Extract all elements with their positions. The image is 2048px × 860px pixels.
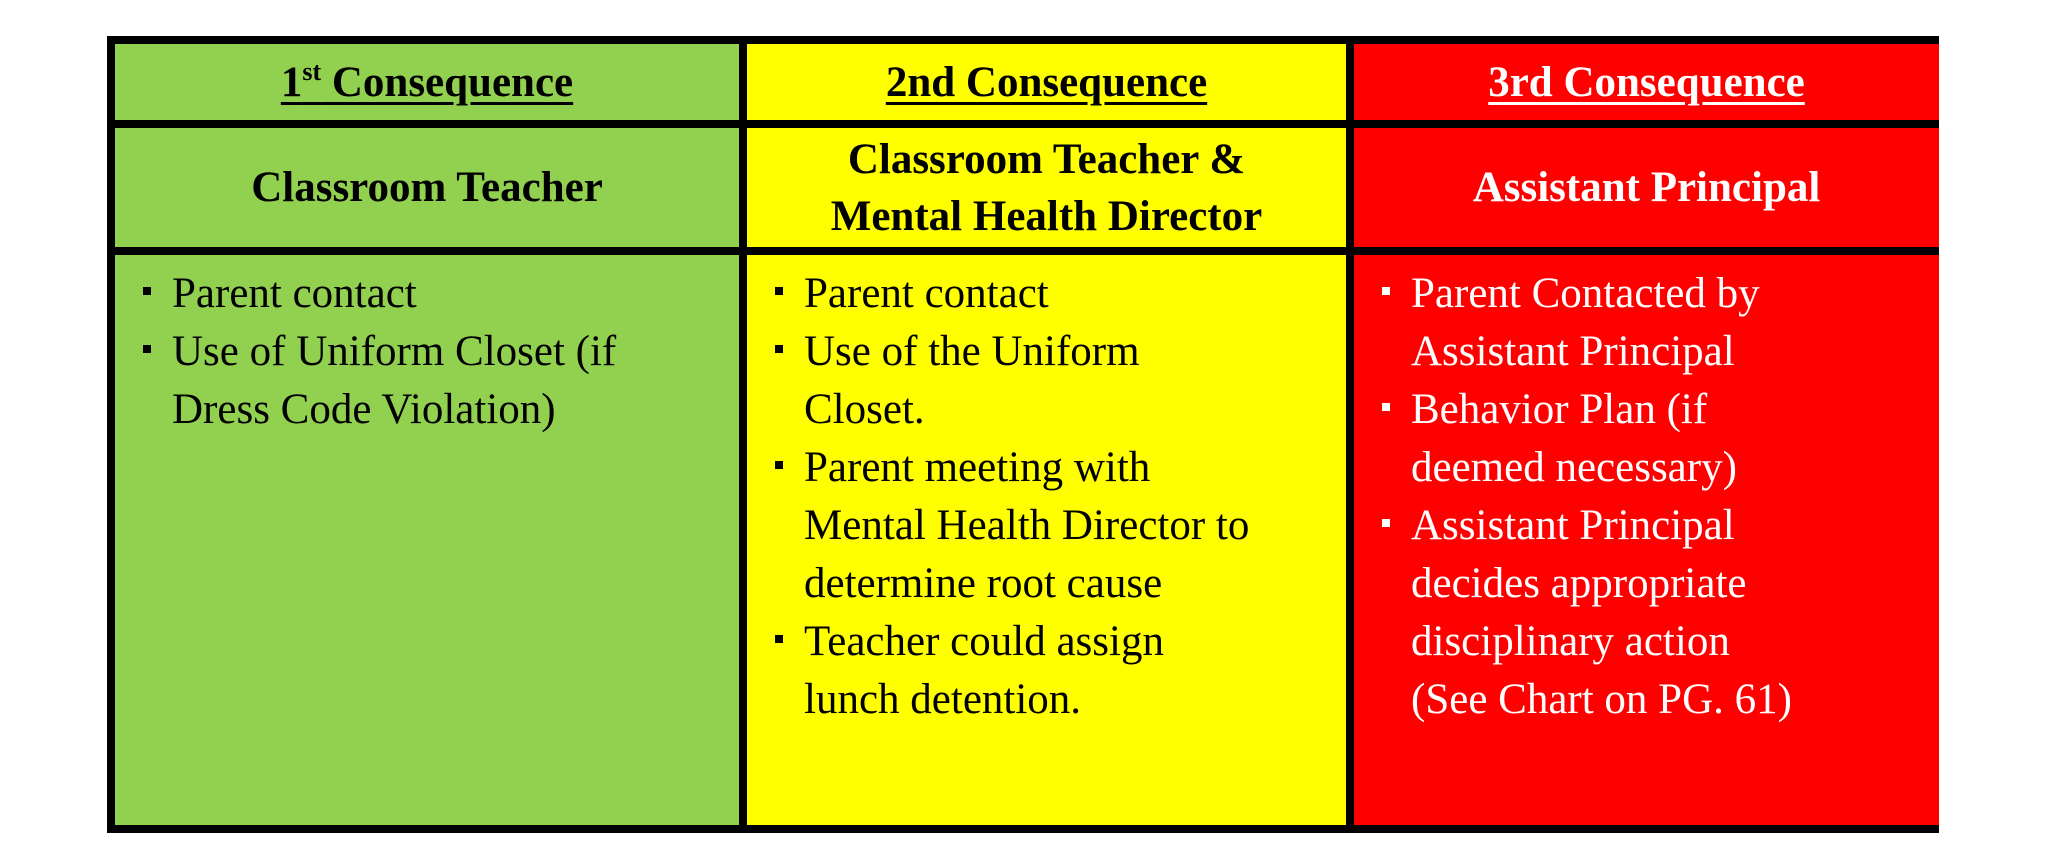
ordinal-superscript: st bbox=[302, 56, 322, 86]
consequence-table bbox=[107, 36, 1939, 833]
square-bullet-icon bbox=[143, 345, 151, 353]
square-bullet-icon bbox=[775, 461, 783, 469]
square-bullet-icon bbox=[1382, 287, 1390, 295]
list-item: Use of Uniform Closet (if Dress Code Violation) bbox=[143, 323, 731, 439]
header-cell-third bbox=[1354, 44, 1939, 120]
role-cell-second bbox=[747, 128, 1346, 247]
role-assistant-principal: Assistant Principal bbox=[1472, 164, 1821, 211]
square-bullet-icon bbox=[1382, 403, 1390, 411]
role-cell-third bbox=[1354, 128, 1939, 247]
role-cell-first bbox=[115, 128, 739, 247]
role-classroom-teacher: Classroom Teacher bbox=[251, 164, 603, 211]
actions-list-first bbox=[143, 265, 731, 439]
list-item: Parent Contacted by Assistant Principal bbox=[1382, 265, 1931, 381]
header-cell-first bbox=[115, 44, 739, 120]
header-cell-second bbox=[747, 44, 1346, 120]
header-third-consequence: 3rd Consequence bbox=[1488, 58, 1805, 106]
actions-cell-third bbox=[1354, 255, 1939, 825]
list-item: Parent meeting with Mental Health Director to determine root cause bbox=[775, 439, 1338, 613]
square-bullet-icon bbox=[143, 287, 151, 295]
header-second-consequence: 2nd Consequence bbox=[885, 58, 1208, 106]
list-item: Assistant Principal decides appropriate disciplinary action (See Chart on PG. 61) bbox=[1382, 497, 1931, 729]
list-item: Teacher could assign lunch detention. bbox=[775, 613, 1338, 729]
list-item: Parent contact bbox=[775, 265, 1338, 323]
list-item: Behavior Plan (if deemed necessary) bbox=[1382, 381, 1931, 497]
square-bullet-icon bbox=[775, 345, 783, 353]
square-bullet-icon bbox=[1382, 519, 1390, 527]
list-item: Parent contact bbox=[143, 265, 731, 323]
header-first-consequence: 1st Consequence bbox=[280, 56, 574, 106]
role-teacher-and-director: Classroom Teacher & Mental Health Director bbox=[830, 135, 1263, 240]
actions-list-second bbox=[775, 265, 1338, 729]
actions-cell-first bbox=[115, 255, 739, 825]
actions-list-third bbox=[1382, 265, 1931, 729]
square-bullet-icon bbox=[775, 635, 783, 643]
actions-cell-second bbox=[747, 255, 1346, 825]
list-item: Use of the Uniform Closet. bbox=[775, 323, 1338, 439]
square-bullet-icon bbox=[775, 287, 783, 295]
